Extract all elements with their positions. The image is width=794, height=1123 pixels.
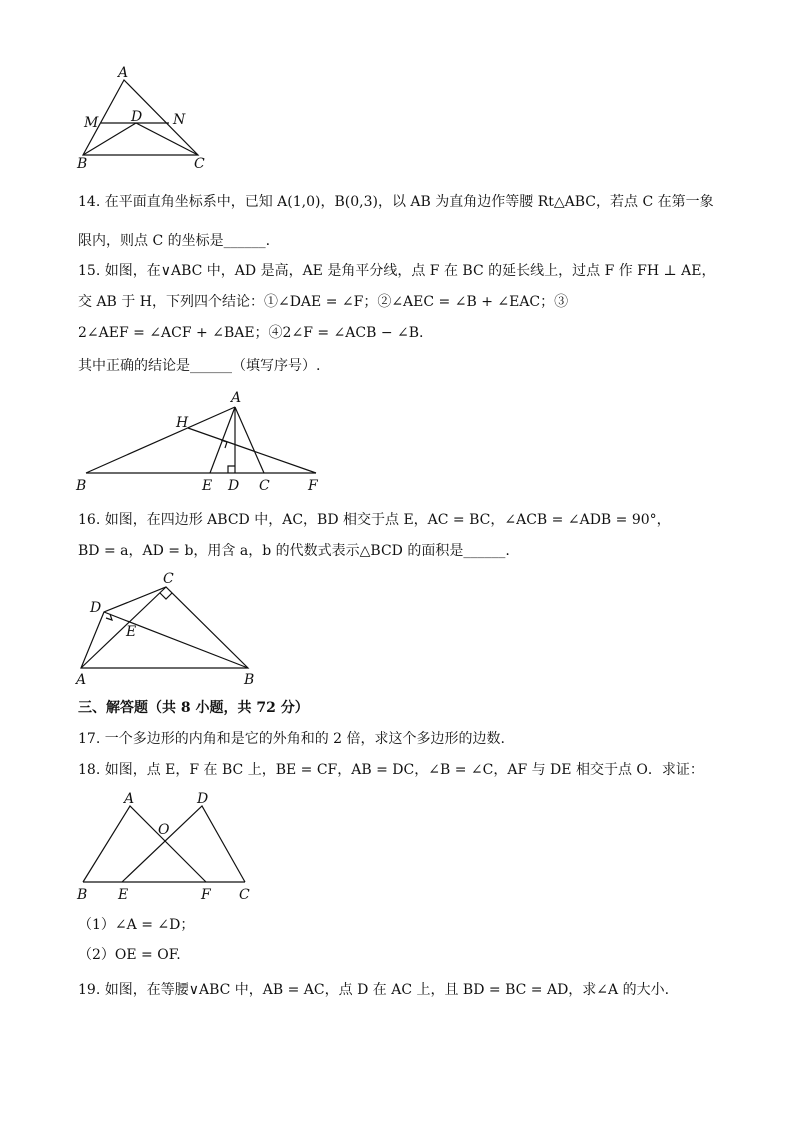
quadrilateral-abcd — [81, 587, 248, 668]
segment-ba — [86, 407, 235, 473]
right-angle-fh — [221, 440, 227, 448]
label-a: A — [118, 65, 129, 81]
question-14-line-1: 14. 在平面直角坐标系中，已知 A(1,0)，B(0,3)，以 AB 为直角边作等腰 Rt△ABC，若点 C 在第一象 — [78, 194, 714, 210]
label-a: A — [231, 390, 242, 406]
question-17: 17. 一个多边形的内角和是它的外角和的 2 倍，求这个多边形的边数. — [78, 731, 505, 747]
question-14-line-2: 限内，则点 C 的坐标是______. — [78, 233, 271, 249]
figure-13 — [76, 65, 205, 172]
label-c: C — [239, 887, 250, 903]
question-15-line-3: 2∠AEF = ∠ACF + ∠BAE；④2∠F = ∠ACB − ∠B. — [78, 325, 424, 341]
question-15-line-1: 15. 如图，在∨ABC 中，AD 是高，AE 是角平分线，点 F 在 BC 的延长线上，过点 F 作 FH ⊥ AE， — [78, 263, 716, 279]
label-f: F — [201, 887, 211, 903]
segment-bd — [83, 123, 136, 155]
label-a: A — [76, 672, 87, 688]
label-b: B — [244, 672, 255, 688]
figure-15 — [75, 390, 319, 494]
label-f: F — [308, 478, 318, 494]
label-d: D — [131, 109, 143, 125]
question-18-part-1: （1）∠A = ∠D； — [78, 917, 195, 933]
question-19: 19. 如图，在等腰∨ABC 中，AB = AC，点 D 在 AC 上，且 BD = BC = AD，求∠A 的大小. — [78, 982, 670, 998]
label-o: O — [158, 822, 170, 838]
label-e: E — [118, 887, 129, 903]
label-n: N — [173, 112, 186, 128]
segment-bd — [104, 612, 248, 668]
right-angle-c — [160, 593, 172, 599]
label-h: H — [176, 415, 189, 431]
question-16-line-1: 16. 如图，在四边形 ABCD 中，AC，BD 相交于点 E，AC = BC，∠ACB = ∠ADB = 90°， — [78, 512, 671, 528]
label-a: A — [124, 791, 135, 807]
right-angle-d — [228, 466, 235, 473]
label-c: C — [163, 571, 174, 587]
segment-hf — [188, 428, 316, 473]
label-b: B — [76, 478, 87, 494]
triangle-dec — [122, 806, 245, 882]
label-e: E — [126, 624, 137, 640]
section-3-heading: 三、解答题（共 8 小题，共 72 分） — [78, 700, 309, 716]
right-angle-d — [106, 614, 112, 620]
figure-18 — [76, 791, 250, 903]
question-18: 18. 如图，点 E，F 在 BC 上，BE = CF，AB = DC，∠B = ∠C，AF 与 DE 相交于点 O．求证： — [78, 762, 704, 778]
label-c: C — [259, 478, 270, 494]
label-c: C — [194, 156, 205, 172]
label-d: D — [228, 478, 240, 494]
label-d: D — [90, 600, 102, 616]
label-b: B — [77, 887, 88, 903]
segment-ac — [81, 587, 166, 668]
figure-16 — [74, 571, 254, 688]
question-16-line-2: BD = a，AD = b，用含 a，b 的代数式表示△BCD 的面积是______. — [78, 543, 510, 559]
label-b: B — [77, 156, 88, 172]
triangle-abf — [83, 806, 206, 882]
segment-ae — [210, 407, 235, 473]
triangle-abc — [83, 80, 198, 155]
label-e: E — [202, 478, 213, 494]
label-d: D — [197, 791, 209, 807]
segment-ac — [235, 407, 264, 473]
question-15-line-2: 交 AB 于 H，下列四个结论：①∠DAE = ∠F；②∠AEC = ∠B + ∠EAC；③ — [78, 294, 569, 310]
question-15-line-4: 其中正确的结论是______（填写序号）. — [78, 358, 321, 374]
segment-dc — [136, 123, 198, 155]
question-18-part-2: （2）OE = OF. — [78, 947, 181, 963]
label-m: M — [84, 115, 99, 131]
